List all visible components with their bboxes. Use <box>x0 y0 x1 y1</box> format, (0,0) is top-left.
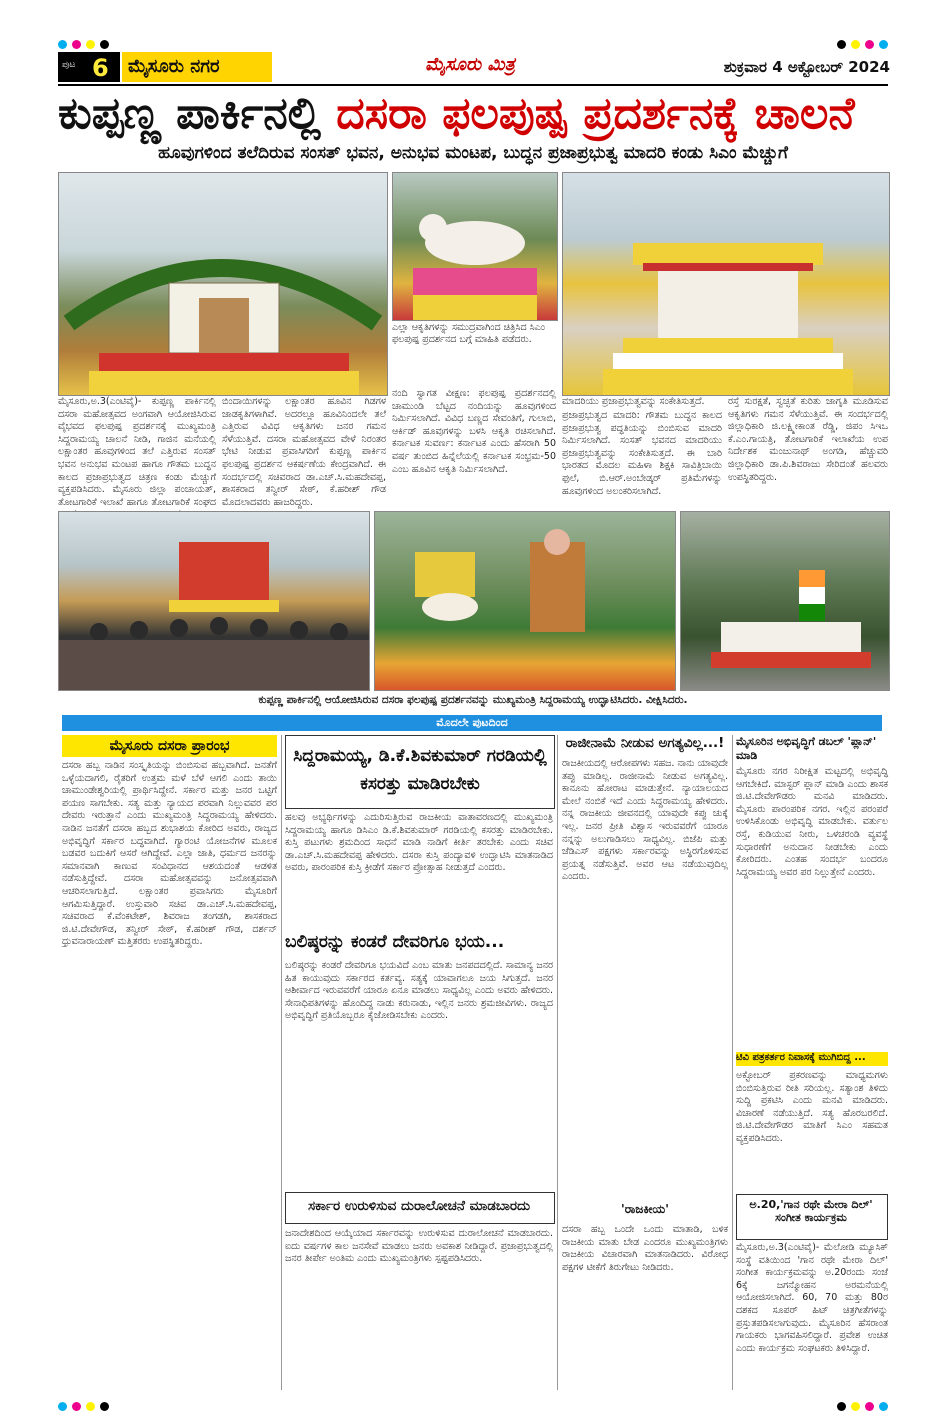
lead-column-4: ಪ್ರಜಾಪ್ರಭುತ್ವದ ಮಾದರಿ: ಗೌತಮ ಬುದ್ಧನ ಕಾಲದ ಪ್ರಜಾಪ್ರಭುತ್ವ ಪದ್ಧತಿಯನ್ನು ಬಿಂಬಿಸುವ ಮಾದರಿ ನಿರ್ಮಿಸಲಾಗಿದೆ. ಸಂಸತ್ ಭವನದ ಮಾದರಿಯು ಪ್ರಜಾಪ್ರಭುತ್ವವನ್ನು ಸಂಕೇತಿಸುತ್ತದೆ. ಈ ಬಾರಿ ಭಾರತದ ಮೊದಲ ಮಹಿಳಾ ಶಿಕ್ಷಕಿ ಸಾವಿತ್ರಿಬಾಯಿ ಫುಲೆ, ಬಿ.ಆರ್.ಅಂಬೇಡ್ಕರ್ ಪ್ರತಿಮೆಗಳನ್ನು ಹೂವುಗಳಿಂದ ಅಲಂಕರಿಸಲಾಗಿದೆ. <box>562 410 722 497</box>
caption-nandi: ಎಲ್ಲಾ ಆಕೃತಿಗಳನ್ನು ಸಮುದ್ರವಾಗಿಂದ ಚಿತ್ರಿಸಿದ ಸಿಎಂ ಫಲಪುಷ್ಪ ಪ್ರದರ್ಶನದ ಬಗ್ಗೆ ಮಾಹಿತಿ ಪಡೆದರು. <box>392 322 546 345</box>
article-title-development: ಮೈಸೂರಿನ ಅಭಿವೃದ್ಧಿಗೆ ಡಬಲ್ 'ಪ್ಲಾನ್' ಮಾಡಿ <box>736 735 877 762</box>
article-title-politics: 'ರಾಜಕೀಯ' <box>621 1202 669 1216</box>
registration-marks-bottom <box>58 1402 888 1412</box>
photo-parliament-flower-model <box>58 172 388 396</box>
caption-mantapa: ಮಾದರಿಯು ಪ್ರಜಾಪ್ರಭುತ್ವವನ್ನು ಸಂಕೇತಿಸುತ್ತದೆ. <box>562 396 705 407</box>
photo-mantapa-illustration <box>563 173 889 395</box>
registration-dot <box>837 40 846 49</box>
page-label: ಪುಟ <box>62 60 76 70</box>
registration-marks-top <box>58 40 888 50</box>
registration-dot <box>72 40 81 49</box>
article-title-tv-journalists: ಟಿವಿ ಪತ್ರಕರ್ತರ ನಿವಾಸಕ್ಕೆ ಮುಗಿಬಿದ್ದ ... <box>736 1052 888 1066</box>
article-body-dasara-start: ದಸರಾ ಹಬ್ಬ ನಾಡಿನ ಸಂಸ್ಕೃತಿಯನ್ನು ಬಿಂಬಿಸುವ ಹಬ್ಬವಾಗಿದೆ. ಜನತೆಗೆ ಒಳ್ಳೆಯದಾಗಲಿ, ರೈತರಿಗೆ ಉತ್ತಮ ಮಳೆ ಬೆಳೆ ಆಗಲಿ ಎಂದು ತಾಯಿ ಚಾಮುಂಡೇಶ್ವರಿಯಲ್ಲಿ ಪ್ರಾರ್ಥಿಸಿದ್ದೇನೆ. ಸರ್ಕಾರ ಮತ್ತು ಜನರ ಒಟ್ಟಿಗೆ ಪಯಣ ಸಾಗಬೇಕು. ಸತ್ಯ ಮತ್ತು ನ್ಯಾಯದ ಪರವಾಗಿ ನಿಲ್ಲುವವರ ಪರ ದೇವರು ಇರುತ್ತಾನೆ ಎಂದು ಮುಖ್ಯಮಂತ್ರಿ ಸಿದ್ದರಾಮಯ್ಯ ಹೇಳಿದರು. ನಾಡಿನ ಜನತೆಗೆ ದಸರಾ ಹಬ್ಬದ ಶುಭಾಶಯ ಕೋರಿದ ಅವರು, ರಾಜ್ಯದ ಅಭಿವೃದ್ಧಿಗೆ ಸರ್ಕಾರ ಬದ್ಧವಾಗಿದೆ. ಗ್ಯಾರಂಟಿ ಯೋಜನೆಗಳ ಮೂಲಕ ಬಡವರ ಬದುಕಿಗೆ ಆಸರೆ ಆಗಿದ್ದೇವೆ. ಎಲ್ಲಾ ಜಾತಿ, ಧರ್ಮದ ಜನರನ್ನು ಸಮಾನವಾಗಿ ಕಾಣುವ ಸಂವಿಧಾನದ ಆಶಯದಂತೆ ಆಡಳಿತ ನಡೆಸುತ್ತಿದ್ದೇವೆ. ದಸರಾ ಮಹೋತ್ಸವವನ್ನು ಜನೋತ್ಸವವಾಗಿ ಆಚರಿಸಲಾಗುತ್ತಿದೆ. ಲಕ್ಷಾಂತರ ಪ್ರವಾಸಿಗರು ಮೈಸೂರಿಗೆ ಆಗಮಿಸುತ್ತಿದ್ದಾರೆ. ಉಸ್ತುವಾರಿ ಸಚಿವ ಡಾ.ಎಚ್.ಸಿ.ಮಹದೇವಪ್ಪ, ಸಚಿವರಾದ ಕೆ.ವೆಂಕಟೇಶ್, ಶಿವರಾಜ ತಂಗಡಗಿ, ಶಾಸಕರಾದ ಜಿ.ಟಿ.ದೇವೇಗೌಡ, ತನ್ವೀರ್ ಸೇಠ್, ಕೆ.ಹರೀಶ್ ಗೌಡ, ದರ್ಶನ್ ಧ್ರುವನಾರಾಯಣ್ ಮತ್ತಿತರರು ಉಪಸ್ಥಿತರಿದ್ದರು. <box>62 760 277 948</box>
photo-parliament-illustration <box>59 173 387 395</box>
article-title-strong: ಬಲಿಷ್ಠರನ್ನು ಕಂಡರೆ ದೇವರಿಗೂ ಭಯ... <box>285 932 505 952</box>
article-title-dasara-start: ಮೈಸೂರು ದಸರಾ ಪ್ರಾರಂಭ <box>62 735 277 757</box>
photo-inauguration-illustration <box>59 512 369 690</box>
article-title-topple: ಸರ್ಕಾರ ಉರುಳಿಸುವ ದುರಾಲೋಚನೆ ಮಾಡಬಾರದು <box>308 1198 530 1214</box>
registration-dot <box>865 40 874 49</box>
photo-flower-garden-statue <box>374 511 676 691</box>
registration-dot <box>58 40 67 49</box>
registration-dot <box>58 1402 67 1411</box>
column-divider <box>281 735 282 1390</box>
registration-dot <box>86 1402 95 1411</box>
article-body-tv-journalists: ಅಕ್ಟೋಬರ್ ಪ್ರಕರಣವನ್ನು ಮಾಧ್ಯಮಗಳು ಬಿಂಬಿಸುತ್ತಿರುವ ರೀತಿ ಸರಿಯಲ್ಲ. ಸತ್ಯಾಂಶ ತಿಳಿದು ಸುದ್ದಿ ಪ್ರಕಟಿಸಿ ಎಂದು ಮನವಿ ಮಾಡಿದರು. ವಿಚಾರಣೆ ನಡೆಯುತ್ತಿದೆ. ಸತ್ಯ ಹೊರಬರಲಿದೆ. ಜಿ.ಟಿ.ದೇವೇಗೌಡರ ಮಾತಿಗೆ ಸಿಎಂ ಸಹಮತ ವ್ಯಕ್ತಪಡಿಸಿದರು. <box>736 1070 888 1144</box>
lead-column-5: ರಸ್ತೆ ಸುರಕ್ಷತೆ, ಸ್ವಚ್ಛತೆ ಕುರಿತು ಜಾಗೃತಿ ಮೂಡಿಸುವ ಆಕೃತಿಗಳು ಗಮನ ಸೆಳೆಯುತ್ತಿವೆ. ಈ ಸಂದರ್ಭದಲ್ಲಿ ಜಿಲ್ಲಾಧಿಕಾರಿ ಜಿ.ಲಕ್ಷ್ಮೀಕಾಂತ ರೆಡ್ಡಿ, ಜಿಪಂ ಸಿಇಒ ಕೆ.ಎಂ.ಗಾಯತ್ರಿ, ತೋಟಗಾರಿಕೆ ಇಲಾಖೆಯ ಉಪ ನಿರ್ದೇಶಕ ಮಂಜುನಾಥ್ ಅಂಗಡಿ, ಹೆಚ್ಚುವರಿ ಜಿಲ್ಲಾಧಿಕಾರಿ ಡಾ.ಪಿ.ಶಿವರಾಜು ಸೇರಿದಂತೆ ಹಲವರು ಉಪಸ್ಥಿತರಿದ್ದರು. <box>728 396 888 483</box>
photo-nandi-flower-model <box>392 172 558 321</box>
article-body-politics: ದಸರಾ ಹಬ್ಬ ಒಂದೇ ಒಂದು ಮಾತಾಡಿ, ಬಳಿಕ ರಾಜಕೀಯ ಮಾತು ಬೇಡ ಎಂದರೂ ಮುಖ್ಯಮಂತ್ರಿಗಳು ರಾಜಕೀಯ ವಿಚಾರವಾಗಿ ಮಾತನಾಡಿದರು. ವಿರೋಧ ಪಕ್ಷಗಳ ಟೀಕೆಗೆ ತಿರುಗೇಟು ನೀಡಿದರು. <box>562 1224 728 1273</box>
page-number-badge <box>58 52 120 82</box>
article-title-music: ಅ.20,'ಗಾನ ರಥೇ ಮೇರಾ ದಿಲ್' ಸಂಗೀತ ಕಾರ್ಯಕ್ರಮ <box>749 1198 873 1224</box>
column-divider <box>732 735 733 1390</box>
registration-dot <box>879 40 888 49</box>
photo-tank-model <box>680 511 890 691</box>
registration-dot <box>100 40 109 49</box>
registration-dot <box>865 1402 874 1411</box>
issue-date: ಶುಕ್ರವಾರ 4 ಅಕ್ಟೋಬರ್ 2024 <box>723 58 890 76</box>
headline-part2: ದಸರಾ ಫಲಪುಷ್ಪ ಪ್ರದರ್ಶನಕ್ಕೆ ಚಾಲನೆ <box>336 88 855 139</box>
registration-dot <box>851 40 860 49</box>
caption-inauguration: ಕುಪ್ಪಣ್ಣ ಪಾರ್ಕಿನಲ್ಲಿ ಆಯೋಜಿಸಿರುವ ದಸರಾ ಫಲಪುಷ್ಪ ಪ್ರದರ್ಶನವನ್ನು ಮುಖ್ಯಮಂತ್ರಿ ಸಿದ್ದರಾಮಯ್ಯ ಉದ್ಘಾಟಿಸಿದರು. ವೀಕ್ಷಿಸಿದರು. <box>258 694 688 706</box>
article-body-topple: ಜನಾದೇಶದಿಂದ ಆಯ್ಕೆಯಾದ ಸರ್ಕಾರವನ್ನು ಉರುಳಿಸುವ ದುರಾಲೋಚನೆ ಮಾಡಬಾರದು. ಐದು ವರ್ಷಗಳ ಕಾಲ ಜನಸೇವೆ ಮಾಡಲು ಜನರು ಅವಕಾಶ ನೀಡಿದ್ದಾರೆ. ಪ್ರಜಾಪ್ರಭುತ್ವದಲ್ಲಿ ಜನರ ತೀರ್ಪೇ ಅಂತಿಮ ಎಂದು ಮುಖ್ಯಮಂತ್ರಿಗಳು ಸ್ಪಷ್ಟಪಡಿಸಿದರು. <box>285 1228 553 1265</box>
headline-part1: ಕುಪ್ಪಣ್ಣ ಪಾರ್ಕಿನಲ್ಲಿ <box>58 88 321 139</box>
continued-from-front-page-band: ಮೊದಲೇ ಪುಟದಿಂದ <box>62 715 882 731</box>
article-title-resignation: ರಾಜೀನಾಮೆ ನೀಡುವ ಅಗತ್ಯವಿಲ್ಲ...! <box>565 735 725 751</box>
photo-tank-illustration <box>681 512 889 690</box>
photo-garden-illustration <box>375 512 675 690</box>
lead-column-1: ಮೈಸೂರು,ಅ.3(ಎಂಟಿವೈ)- ಕುಪ್ಪಣ್ಣ ಪಾರ್ಕಿನಲ್ಲಿ ದಸರಾ ಮಹೋತ್ಸವದ ಅಂಗವಾಗಿ ಆಯೋಜಿಸಿರುವ ವೈಭವದ ಫಲಪುಷ್ಪ ಪ್ರದರ್ಶನಕ್ಕೆ ಮುಖ್ಯಮಂತ್ರಿ ಸಿದ್ದರಾಮಯ್ಯ ಚಾಲನೆ ನೀಡಿ, ಗಾಜಿನ ಮನೆಯಲ್ಲಿ ಲಕ್ಷಾಂತರ ಹೂವುಗಳಿಂದ ತಲೆ ಎತ್ತಿರುವ ಸಂಸತ್ ಭವನ ಅನುಭವ ಮಂಟಪ ಹಾಗೂ ಗೌತಮ ಬುದ್ಧನ ಕಾಲದ ಪ್ರಜಾಪ್ರಭುತ್ವದ ಚಿತ್ರಣ ಕಂಡು ಮೆಚ್ಚುಗೆ ವ್ಯಕ್ತಪಡಿಸಿದರು. ಮೈಸೂರು ಜಿಲ್ಲಾ ಪಂಚಾಯತ್, ತೋಟಗಾರಿಕೆ ಇಲಾಖೆ ಹಾಗೂ ತೋಟಗಾರಿಕೆ ಸಂಘದ <box>58 396 216 508</box>
column-divider <box>557 735 558 1390</box>
registration-dot <box>879 1402 888 1411</box>
lead-column-3: ನಂದಿ ಸ್ವಾಗತ ವೀಕ್ಷಣ: ಫಲಪುಷ್ಪ ಪ್ರದರ್ಶನದಲ್ಲಿ ಚಾಮುಂಡಿ ಬೆಟ್ಟದ ನಂದಿಯನ್ನು ಹೂವುಗಳಿಂದ ನಿರ್ಮಿಸಲಾಗಿದೆ. ವಿವಿಧ ಬಣ್ಣದ ಸೇವಂತಿಗೆ, ಗುಲಾಬಿ, ಆರ್ಕಿಡ್ ಹೂವುಗಳನ್ನು ಬಳಸಿ ಆಕೃತಿ ರಚಿಸಲಾಗಿದೆ. ಕರ್ನಾಟಕ ಸುವರ್ಣ: ಕರ್ನಾಟಕ ಎಂದು ಹೆಸರಾಗಿ 50 ವರ್ಷ ತುಂಬಿದ ಹಿನ್ನೆಲೆಯಲ್ಲಿ ಕರ್ನಾಟಕ ಸಂಭ್ರಮ-50 ಎಂಬ ಹೂವಿನ ಆಕೃತಿ ನಿರ್ಮಿಸಲಾಗಿದೆ. <box>392 388 556 475</box>
lead-column-2: ಬಿಂದಾಯಿಗಳನ್ನು ಲಕ್ಷಾಂತರ ಹೂವಿನ ಗಿಡಗಳ ಜಾಡಕೃತಿಗಳಾಗಿವೆ. ಅದರಲ್ಲೂ ಹೂವಿನಿಂದಲೇ ತಲೆ ಎತ್ತಿರುವ ವಿವಿಧ ಆಕೃತಿಗಳು ಜನರ ಗಮನ ಸೆಳೆಯುತ್ತಿವೆ. ದಸರಾ ಮಹೋತ್ಸವದ ವೇಳೆ ನಿರಂತರ ಭೇಟಿ ನೀಡುವ ಪ್ರವಾಸಿಗರಿಗೆ ಕುಪ್ಪಣ್ಣ ಪಾರ್ಕಿನ ಫಲಪುಷ್ಪ ಪ್ರದರ್ಶನ ಆಕರ್ಷಣೆಯ ಕೇಂದ್ರವಾಗಿದೆ. ಈ ಸಂದರ್ಭದಲ್ಲಿ ಸಚಿವರಾದ ಡಾ.ಎಚ್.ಸಿ.ಮಹದೇವಪ್ಪ, ಶಾಸಕರಾದ ತನ್ವೀರ್ ಸೇಠ್, ಕೆ.ಹರೀಶ್ ಗೌಡ ಮೊದಲಾದವರು ಹಾಜರಿದ್ದರು. <box>222 396 386 508</box>
photo-anubhava-mantapa <box>562 172 890 396</box>
lead-subhead: ಹೂವುಗಳಿಂದ ತಲೆದಿರುವ ಸಂಸತ್ ಭವನ, ಅನುಭವ ಮಂಟಪ, ಬುದ್ಧನ ಪ್ರಜಾಪ್ರಭುತ್ವ ಮಾದರಿ ಕಂಡು ಸಿಎಂ ಮೆಚ್ಚುಗೆ <box>158 143 788 163</box>
article-body-music: ಮೈಸೂರು,ಅ.3(ಎಂಟಿವೈ)- ಮೆಲೋಡಿ ಮ್ಯೂಸಿಕ್ ಸಂಸ್ಥೆ ವತಿಯಿಂದ 'ಗಾನ ರಥೇ ಮೇರಾ ದಿಲ್' ಸಂಗೀತ ಕಾರ್ಯಕ್ರಮವನ್ನು ಅ.20ರಂದು ಸಂಜೆ 6ಕ್ಕೆ ಜಗನ್ಮೋಹನ ಅರಮನೆಯಲ್ಲಿ ಆಯೋಜಿಸಲಾಗಿದೆ. 60, 70 ಮತ್ತು 80ರ ದಶಕದ ಸೂಪರ್ ಹಿಟ್ ಚಿತ್ರಗೀತೆಗಳನ್ನು ಪ್ರಸ್ತುತಪಡಿಸಲಾಗುವುದು. ಮೈಸೂರಿನ ಹೆಸರಾಂತ ಗಾಯಕರು ಭಾಗವಹಿಸಲಿದ್ದಾರೆ. ಪ್ರವೇಶ ಉಚಿತ ಎಂದು ಕಾರ್ಯಕ್ರಮ ಸಂಘಟಕರು ತಿಳಿಸಿದ್ದಾರೆ. <box>736 1242 888 1354</box>
article-body-development: ಮೈಸೂರು ನಗರ ನಿರೀಕ್ಷಿತ ಮಟ್ಟದಲ್ಲಿ ಅಭಿವೃದ್ಧಿ ಆಗಬೇಕಿದೆ. ಮಾಸ್ಟರ್ ಪ್ಲಾನ್ ಮಾಡಿ ಎಂದು ಶಾಸಕ ಜಿ.ಟಿ.ದೇವೇಗೌಡರು ಮನವಿ ಮಾಡಿದರು. ಮೈಸೂರು ಪಾರಂಪರಿಕ ನಗರ. ಇಲ್ಲಿನ ಪರಂಪರೆ ಉಳಿಸಿಕೊಂಡು ಅಭಿವೃದ್ಧಿ ಮಾಡಬೇಕು. ವರ್ತುಲ ರಸ್ತೆ, ಕುಡಿಯುವ ನೀರು, ಒಳಚರಂಡಿ ವ್ಯವಸ್ಥೆ ಸುಧಾರಣೆಗೆ ಅನುದಾನ ನೀಡಬೇಕು ಎಂದು ಕೋರಿದರು. ಎಂತಹ ಸಂದರ್ಭ ಬಂದರೂ ಸಿದ್ದರಾಮಯ್ಯ ಅವರ ಪರ ನಿಲ್ಲುತ್ತೇನೆ ಎಂದರು. <box>736 766 888 878</box>
registration-dot <box>72 1402 81 1411</box>
section-name: ಮೈಸೂರು ನಗರ <box>122 52 272 82</box>
article-body-strong: ಬಲಿಷ್ಠರನ್ನು ಕಂಡರೆ ದೇವರಿಗೂ ಭಯವಿದೆ ಎಂಬ ಮಾತು ಜನಪದದಲ್ಲಿದೆ. ಸಾಮಾನ್ಯ ಜನರ ಹಿತ ಕಾಯುವುದು ಸರ್ಕಾರದ ಕರ್ತವ್ಯ. ಸತ್ಯಕ್ಕೆ ಯಾವಾಗಲೂ ಜಯ ಸಿಗುತ್ತದೆ. ಜನರ ಆಶೀರ್ವಾದ ಇರುವವರೆಗೆ ಯಾರೂ ಏನೂ ಮಾಡಲು ಸಾಧ್ಯವಿಲ್ಲ ಎಂದು ಅವರು ಹೇಳಿದರು. ಸೇನಾಧಿಪತಿಗಳನ್ನು ಹೊಂದಿದ್ದ ನಾಡು ಕರುನಾಡು, ಇಲ್ಲಿನ ಜನರು ಶ್ರಮಜೀವಿಗಳು. ರಾಜ್ಯದ ಅಭಿವೃದ್ಧಿಗೆ ಪ್ರತಿಯೊಬ್ಬರೂ ಕೈಜೋಡಿಸಬೇಕು ಎಂದರು. <box>285 960 553 1022</box>
registration-dot <box>837 1402 846 1411</box>
registration-dot <box>86 40 95 49</box>
lead-headline <box>58 86 888 142</box>
newspaper-brand: ಮೈಸೂರು ಮಿತ್ರ <box>425 54 515 75</box>
photo-nandi-illustration <box>393 173 557 320</box>
article-title-siddaramaiah: ಸಿದ್ದರಾಮಯ್ಯ, ಡಿ.ಕೆ.ಶಿವಕುಮಾರ್ ಗರಡಿಯಲ್ಲಿ ಕಸರತ್ತು ಮಾಡಿರಬೇಕು <box>293 746 547 794</box>
registration-dot <box>100 1402 109 1411</box>
page-number: 6 <box>92 54 109 82</box>
photo-cm-inauguration <box>58 511 370 691</box>
registration-dot <box>851 1402 860 1411</box>
article-body-siddaramaiah: ಹಲವು ಅಭ್ಯರ್ಥಿಗಳನ್ನು ಎದುರಿಸುತ್ತಿರುವ ರಾಜಕೀಯ ವಾತಾವರಣದಲ್ಲಿ ಮುಖ್ಯಮಂತ್ರಿ ಸಿದ್ದರಾಮಯ್ಯ ಹಾಗೂ ಡಿಸಿಎಂ ಡಿ.ಕೆ.ಶಿವಕುಮಾರ್ ಗರಡಿಯಲ್ಲಿ ಕಸರತ್ತು ಮಾಡಿರಬೇಕು. ಕುಸ್ತಿ ಪಟುಗಳು ಶ್ರಮದಿಂದ ಸಾಧನೆ ಮಾಡಿ ನಾಡಿಗೆ ಕೀರ್ತಿ ತರಬೇಕು ಎಂದು ಸಚಿವ ಡಾ.ಎಚ್.ಸಿ.ಮಹದೇವಪ್ಪ ಹೇಳಿದರು. ದಸರಾ ಕುಸ್ತಿ ಪಂದ್ಯಾವಳಿ ಉದ್ಘಾಟಿಸಿ ಮಾತನಾಡಿದ ಅವರು, ಪಾರಂಪರಿಕ ಕುಸ್ತಿ ಕ್ರೀಡೆಗೆ ಸರ್ಕಾರ ಪ್ರೋತ್ಸಾಹ ನೀಡುತ್ತದೆ ಎಂದರು. <box>285 812 553 874</box>
article-body-resignation: ರಾಜಕೀಯದಲ್ಲಿ ಆರೋಪಗಳು ಸಹಜ. ನಾನು ಯಾವುದೇ ತಪ್ಪು ಮಾಡಿಲ್ಲ. ರಾಜೀನಾಮೆ ನೀಡುವ ಅಗತ್ಯವಿಲ್ಲ. ಕಾನೂನು ಹೋರಾಟ ಮಾಡುತ್ತೇನೆ. ನ್ಯಾಯಾಲಯದ ಮೇಲೆ ನಂಬಿಕೆ ಇದೆ ಎಂದು ಸಿದ್ದರಾಮಯ್ಯ ಹೇಳಿದರು. ನನ್ನ ರಾಜಕೀಯ ಜೀವನದಲ್ಲಿ ಯಾವುದೇ ಕಪ್ಪು ಚುಕ್ಕೆ ಇಲ್ಲ. ಜನರ ಪ್ರೀತಿ ವಿಶ್ವಾಸ ಇರುವವರೆಗೆ ಯಾರೂ ನನ್ನನ್ನು ಅಲುಗಾಡಿಸಲು ಸಾಧ್ಯವಿಲ್ಲ. ಬಿಜೆಪಿ ಮತ್ತು ಜೆಡಿಎಸ್ ಪಕ್ಷಗಳು ಸರ್ಕಾರವನ್ನು ಅಸ್ಥಿರಗೊಳಿಸುವ ಪ್ರಯತ್ನ ನಡೆಸುತ್ತಿವೆ. ಅವರ ಆಟ ನಡೆಯುವುದಿಲ್ಲ ಎಂದರು. <box>562 758 728 883</box>
